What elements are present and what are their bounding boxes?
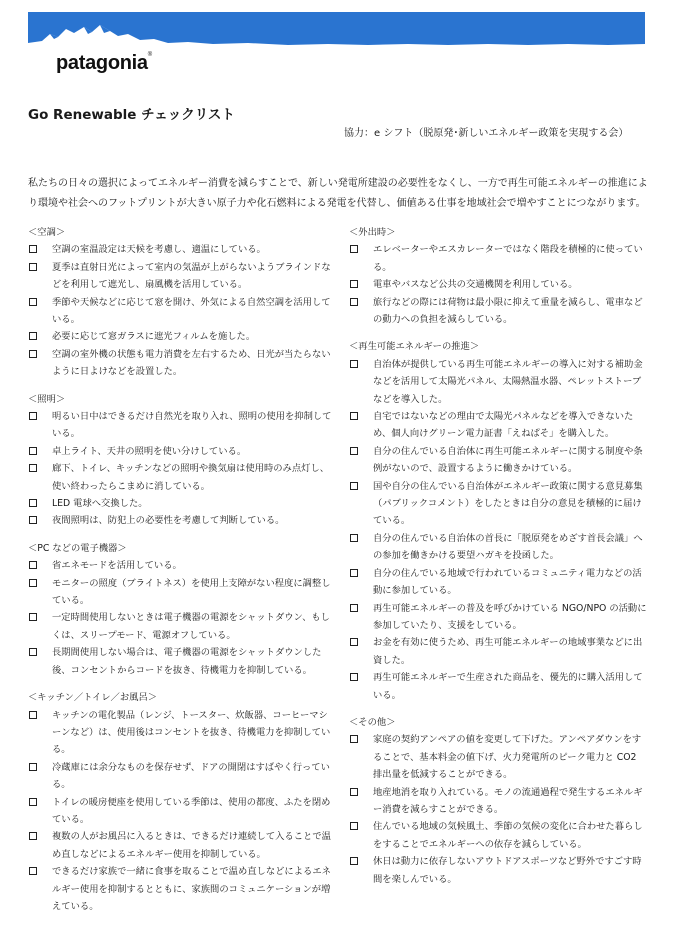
checklist-item — [28, 707, 333, 759]
checkbox-icon[interactable] — [350, 569, 358, 577]
section-heading: ＜PC などの電子機器＞ — [28, 542, 127, 554]
checkbox-icon[interactable] — [29, 798, 37, 806]
checklist-item — [349, 731, 647, 783]
checklist-item-text: 夜間照明は、防犯上の必要性を考慮して判断している。 — [52, 515, 285, 527]
checklist-item-text: 冷蔵庫には余分なものを保存せず、ドアの開閉はすばやく行っている。 — [52, 761, 330, 791]
checkbox-icon[interactable] — [29, 867, 37, 875]
checkbox-icon[interactable] — [29, 516, 37, 524]
checklist-item — [28, 408, 333, 443]
checkbox-icon[interactable] — [350, 534, 358, 542]
checkbox-icon[interactable] — [350, 280, 358, 288]
checklist-item — [28, 609, 333, 644]
checklist-item-text: 廊下、トイレ、キッチンなどの照明や換気扇は使用時のみ点灯し、使い終わったらこまめに消している。 — [52, 463, 330, 492]
trademark-mark: ® — [147, 52, 152, 58]
checklist-item — [349, 530, 647, 565]
checklist-item-text: 住んでいる地域の気候風土、季節の気候の変化に合わせた暮らしをすることでエネルギーへの依存を減らしている。 — [373, 821, 643, 850]
checkbox-icon[interactable] — [29, 332, 37, 340]
checklist-item-text: お金を有効に使うため、再生可能エネルギーの地域事業などに出資した。 — [373, 637, 643, 666]
checklist-item-text: トイレの暖房便座を使用している季節は、使用の都度、ふたを閉めている。 — [52, 796, 331, 825]
checklist-item — [349, 478, 647, 530]
checklist-item-text: LED 電球へ交換した。 — [52, 498, 148, 510]
checklist-item — [349, 443, 647, 478]
page-title: Go Renewable チェックリスト — [28, 107, 235, 123]
checkbox-icon[interactable] — [29, 447, 37, 455]
patagonia-logo — [56, 52, 152, 75]
checklist-section — [349, 338, 647, 704]
checklist-item — [349, 356, 647, 408]
checkbox-icon[interactable] — [350, 788, 358, 796]
checklist-item — [28, 346, 333, 381]
checklist-section — [28, 540, 333, 679]
section-heading: ＜再生可能エネルギーの推進＞ — [349, 341, 480, 353]
checkbox-icon[interactable] — [350, 822, 358, 830]
checklist-item — [349, 784, 647, 819]
section-heading: ＜外出時＞ — [349, 227, 396, 238]
intro-paragraph: 私たちの日々の選択によってエネルギー消費を減らすことで、新しい発電所建設の必要性をなくし、一方で再生可能エネルギーの推進により環境や社会へのフットプリントが大きい原子力や化石燃料による発電を代替し、価値ある仕事を地域社会で増やすことにつながります。 — [28, 178, 648, 209]
checklist-item-text: キッチンの電化製品（レンジ、トースター、炊飯器、コーヒーマシーンなど）は、使用後はコンセントを抜き、待機電力を抑制している。 — [52, 709, 331, 756]
checkbox-icon[interactable] — [29, 499, 37, 507]
checklist-item-text: 複数の人がお風呂に入るときは、できるだけ連続して入ることで温め直しなどによるエネルギー使用を抑制している。 — [52, 831, 331, 860]
checkbox-icon[interactable] — [350, 638, 358, 646]
checkbox-icon[interactable] — [29, 561, 37, 569]
checklist-item-text: 旅行などの際には荷物は最小限に抑えて重量を減らし、電車などの動力への負担を減らしている。 — [373, 296, 643, 326]
checklist-item — [349, 600, 647, 635]
checklist-item — [349, 294, 647, 329]
checkbox-icon[interactable] — [350, 360, 358, 368]
checkbox-icon[interactable] — [350, 857, 358, 865]
checkbox-icon[interactable] — [350, 298, 358, 306]
checklist-item — [28, 512, 333, 529]
header-banner — [28, 12, 645, 50]
checklist-item-text: 季節や天候などに応じて窓を開け、外気による自然空調を活用している。 — [52, 296, 331, 326]
checklist-section — [349, 714, 647, 888]
checklist-item-text: 自分の住んでいる自治体に再生可能エネルギーに関する制度や条例がないので、設置するように働きかけている。 — [373, 445, 643, 475]
checklist-item-text: 空調の室温設定は天候を考慮し、適温にしている。 — [52, 244, 266, 256]
checklist-item — [28, 575, 333, 610]
checklist-item-text: できるだけ家族で一緒に食事を取ることで温め直しなどによるエネルギー使用を抑制するとともに、家族間のコミュニケーションが増えている。 — [52, 866, 331, 912]
logo-text: patagonia — [56, 52, 148, 74]
mountain-skyline-graphic — [28, 12, 645, 50]
checklist-item — [28, 828, 333, 863]
checklist-item-text: 自分の住んでいる地域で行われているコミュニティ電力などの活動に参加している。 — [373, 567, 642, 597]
checklist-item-text: 一定時間使用しないときは電子機器の電源をシャットダウン、もしくは、スリープモード、電源オフしている。 — [52, 612, 330, 641]
checkbox-icon[interactable] — [350, 735, 358, 743]
checklist-section — [28, 689, 333, 915]
checkbox-icon[interactable] — [350, 245, 358, 253]
checklist-item-text: 再生可能エネルギーの普及を呼びかけている NGO/NPO の活動に参加していたり、支援をしている。 — [373, 602, 647, 631]
checkbox-icon[interactable] — [29, 613, 37, 621]
checklist-item-text: 休日は動力に依存しないアウトドアスポーツなど野外ですごす時間を楽しんでいる。 — [373, 856, 642, 885]
checklist-item — [28, 557, 333, 574]
checklist-column-left — [28, 224, 333, 925]
checkbox-icon[interactable] — [29, 350, 37, 358]
section-heading: ＜その他＞ — [349, 716, 396, 728]
checklist-item — [28, 495, 333, 512]
checkbox-icon[interactable] — [350, 412, 358, 420]
section-heading: ＜照明＞ — [28, 393, 66, 405]
checkbox-icon[interactable] — [350, 482, 358, 490]
checklist-item-text: 地産地消を取り入れている。モノの流通過程で発生するエネルギー消費を減らすことができる。 — [373, 786, 643, 815]
checklist-item-text: 空調の室外機の状態も電力消費を左右するため、日光が当たらないように日よけなどを設置した。 — [52, 348, 331, 378]
checklist-item — [28, 759, 333, 794]
checklist-item-text: 夏季は直射日光によって室内の気温が上がらないようブラインドなどを利用して遮光し、扇風機を活用している。 — [52, 261, 331, 291]
checklist-item-text: 自治体が提供している再生可能エネルギーの導入に対する補助金などを活用して太陽光パネル、太陽熱温水器、ペレットストーブなどを導入した。 — [373, 358, 643, 405]
checkbox-icon[interactable] — [29, 579, 37, 587]
checklist-item — [28, 328, 333, 345]
checklist-item — [349, 241, 647, 276]
checklist-item — [28, 294, 333, 329]
checklist-item-text: モニターの照度（ブライトネス）を使用上支障がない程度に調整している。 — [52, 577, 331, 607]
checkbox-icon[interactable] — [29, 245, 37, 253]
checkbox-icon[interactable] — [350, 673, 358, 681]
checklist-section — [28, 391, 333, 530]
checklist-item-text: 再生可能エネルギーで生産された商品を、優先的に購入活用している。 — [373, 672, 643, 701]
checkbox-icon[interactable] — [29, 763, 37, 771]
checklist-item-text: 国や自分の住んでいる自治体がエネルギー政策に関する意見募集（パブリックコメント）をしたときは自分の意見を積極的に届けている。 — [373, 480, 643, 527]
checklist-section — [349, 224, 647, 328]
checklist-item — [349, 853, 647, 888]
checklist-item — [28, 863, 333, 915]
checkbox-icon[interactable] — [29, 464, 37, 472]
checklist-item-text: 卓上ライト、天井の照明を使い分けしている。 — [52, 445, 247, 457]
cooperation-credit: 協力：e シフト（脱原発･新しいエネルギー政策を実現する会） — [344, 128, 629, 139]
checkbox-icon[interactable] — [29, 711, 37, 719]
checkbox-icon[interactable] — [350, 604, 358, 612]
checkbox-icon[interactable] — [29, 648, 37, 656]
checklist-item-text: エレベーターやエスカレーターではなく階段を積極的に使っている。 — [373, 244, 643, 273]
checkbox-icon[interactable] — [29, 298, 37, 306]
checklist-section — [28, 224, 333, 381]
section-heading: ＜キッチン／トイレ／お風呂＞ — [28, 692, 158, 704]
checklist-item — [28, 644, 333, 679]
checklist-column-right — [349, 224, 647, 898]
section-heading: ＜空調＞ — [28, 227, 66, 238]
checklist-item-text: 自宅ではないなどの理由で太陽光パネルなどを導入できないため、個人向けグリーン電力証書「えねぱそ」を購入した。 — [373, 411, 634, 440]
checklist-item-text: 必要に応じて窓ガラスに遮光フィルムを施した。 — [52, 331, 256, 343]
checklist-item — [28, 259, 333, 294]
checklist-item — [28, 241, 333, 258]
checklist-item-text: 長期間使用しない場合は、電子機器の電源をシャットダウンした後、コンセントからコードを抜き、待機電力を抑制している。 — [52, 647, 322, 676]
checklist-item-text: 自分の住んでいる自治体の首長に「脱原発をめざす首長会議」への参加を働きかける要望ハガキを投函した。 — [373, 532, 643, 562]
checklist-item — [28, 460, 333, 495]
checklist-item — [349, 276, 647, 293]
checklist-item-text: 省エネモードを活用している。 — [52, 560, 182, 572]
checklist-item — [349, 565, 647, 600]
checklist-item — [349, 818, 647, 853]
checklist-item — [349, 669, 647, 704]
checklist-item — [349, 408, 647, 443]
checkbox-icon[interactable] — [350, 447, 358, 455]
checklist-item — [349, 634, 647, 669]
checkbox-icon[interactable] — [29, 412, 37, 420]
checkbox-icon[interactable] — [29, 832, 37, 840]
checklist-item — [28, 794, 333, 829]
checklist-item-text: 電車やバスなど公共の交通機関を利用している。 — [373, 279, 578, 291]
checklist-item-text: 家庭の契約アンペアの値を変更して下げた。アンペアダウンをすることで、基本料金の値下げ、火力発電所のピーク電力と CO2 排出量を低減することができる。 — [373, 734, 642, 781]
checkbox-icon[interactable] — [29, 263, 37, 271]
checklist-item-text: 明るい日中はできるだけ自然光を取り入れ、照明の使用を抑制している。 — [52, 411, 332, 440]
checklist-item — [28, 443, 333, 460]
